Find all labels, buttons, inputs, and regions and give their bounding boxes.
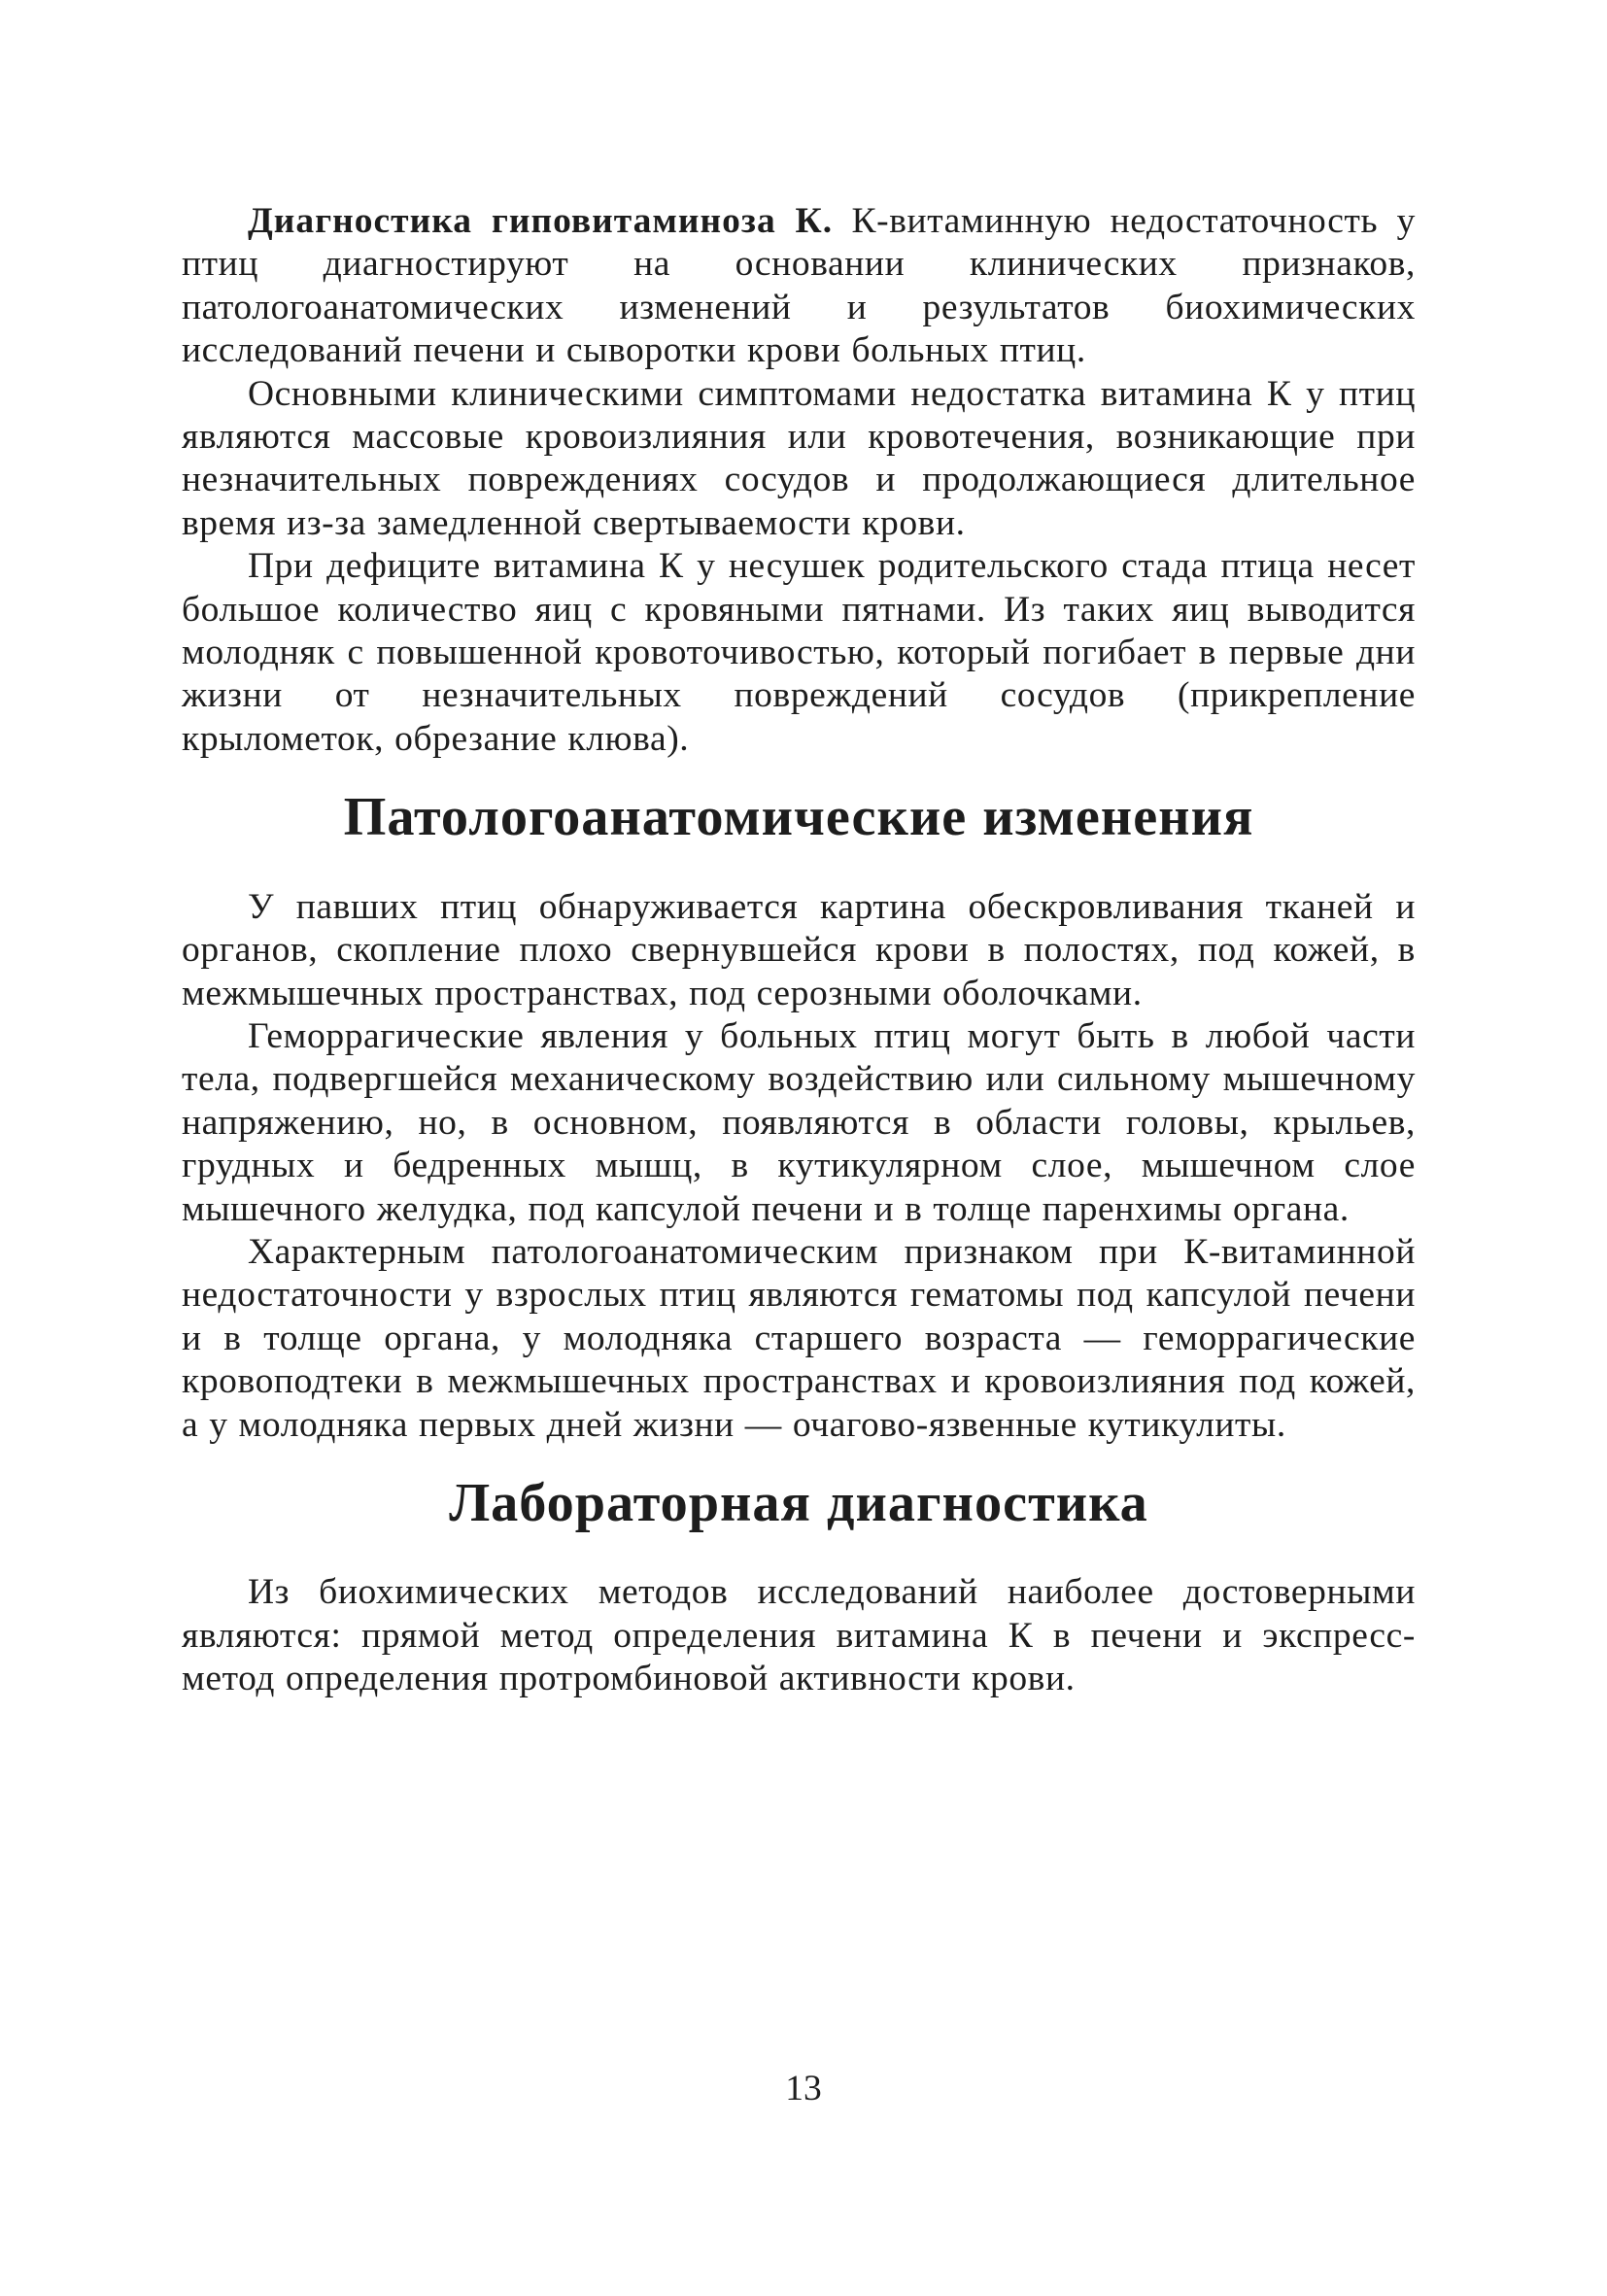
lead-title: Диагностика гиповитаминоза К. [248, 201, 834, 241]
page-body [182, 200, 1416, 1701]
paragraph-hemorrhagic: Геморрагические явления у больных птиц могут быть в любой части тела, подвергшейся механическому воздействию или сильному мышечному напряжению, но, в основном, появляются в области головы, крыльев, грудных и бедренных мышц, в кутикулярном слое, мышечном слое мышечного желудка, под капсулой печени и в толще паренхимы органа. [182, 1015, 1416, 1229]
paragraph-characteristic-sign: Характерным патологоанатомическим признаком при К-витаминной недостаточности у взрослых птиц являются гематомы под капсулой печени и в толще органа, у молодняка старшего возраста — геморрагические кровоподтеки в межмышечных пространствах и кровоизлияния под кожей, а у молодняка первых дней жизни — очагово-язвенные кутикулиты. [182, 1231, 1416, 1445]
paragraph-laying-hens: При дефиците витамина К у несушек родительского стада птица несет большое количество яиц с кровяными пятнами. Из таких яиц выводится молодняк с повышенной кровоточивостью, который погибает в первые дни жизни от незначительных повреждений сосудов (прикрепление крылометок, обрезание клюва). [182, 546, 1416, 759]
paragraph-clinical-symptoms: Основными клиническими симптомами недостатка витамина К у птиц являются массовые кровоизлияния или кровотечения, возникающие при незначительных повреждениях сосудов и продолжающиеся длительное время из-за замедленной свертываемости крови. [182, 373, 1416, 543]
paragraph-dead-birds: У павших птиц обнаруживается картина обескровливания тканей и органов, скопление плохо свернувшейся крови в полостях, под кожей, в межмышечных пространствах, под серозными оболочками. [182, 886, 1416, 1013]
heading-lab-diagnostics: Лабораторная диагностика [449, 1472, 1148, 1533]
paragraph-biochemical-methods: Из биохимических методов исследований наиболее достоверными являются: прямой метод определения витамина К в печени и экспресс-метод определения протромбиновой активности крови. [182, 1572, 1416, 1699]
paragraph-diagnosis-intro [182, 200, 1416, 373]
paragraph-diagnosis-intro-text: К-витаминную недостаточность у птиц диагностируют на основании клинических признаков, патологоанатомических изменений и результатов биохимических исследований печени и сыворотки крови больных птиц. [182, 201, 1416, 371]
heading-pathology: Патологоанатомические изменения [343, 787, 1254, 848]
page-number: 13 [785, 2069, 822, 2108]
